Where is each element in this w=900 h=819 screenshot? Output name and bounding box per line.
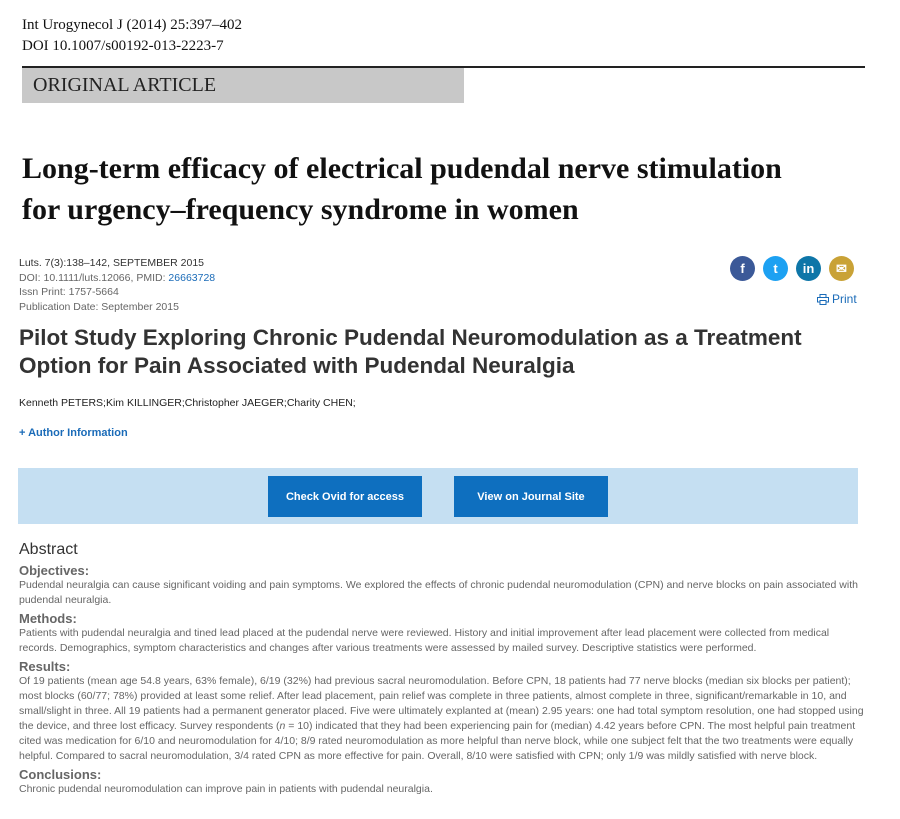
- journal-reference: [22, 15, 242, 57]
- conclusions-heading: Conclusions:: [19, 767, 102, 782]
- pdf-article-title: [22, 148, 882, 230]
- pmid-link[interactable]: 26663728: [168, 271, 216, 284]
- article-metadata: [19, 256, 215, 314]
- objectives-heading: Objectives:: [19, 563, 90, 578]
- results-text: [19, 674, 864, 764]
- printer-icon: [817, 294, 829, 305]
- twitter-icon[interactable]: t: [763, 256, 788, 281]
- title-line-1: Pilot Study Exploring Chronic Pudendal Neuromodulation as a Treatment: [19, 325, 802, 350]
- abstract-heading: Abstract: [19, 541, 78, 558]
- methods-text: Patients with pudendal neuralgia and tined lead placed at the pudendal nerve were reviewed. History and initial improvement after lead placement were collected from medical records. Demographics, symptom characteristics and changes after various treatments were assessed by mailed survey. Descriptive statistics were performed.: [19, 627, 830, 654]
- conclusions-text: Chronic pudendal neuromodulation can improve pain in patients with pudendal neuralgia.: [19, 783, 433, 795]
- email-icon[interactable]: ✉: [829, 256, 854, 281]
- doi-line: [19, 271, 215, 286]
- access-bar: [18, 468, 858, 524]
- author-information-toggle[interactable]: + Author Information: [19, 427, 128, 439]
- abstract-section: [19, 540, 864, 797]
- facebook-icon[interactable]: f: [730, 256, 755, 281]
- results-text-part-2: = 10) indicated that they had been experiencing pain for (median) 4.42 years before CPN. The most helpful pain treatment cited was medication for 6/10 and neuromodulation for 4/10; 8/9 rated neuromodulation as more helpful than nerve block, while one subject felt that the two treatments were equally helpful. Compared to sacral neuromodulation, 3/4 rated CPN as more effective for pain. Overall, 8/10 were satisfied with CPN; only 1/9 was mildly satisfied with nerve block.: [19, 720, 856, 762]
- objectives-text: Pudendal neuralgia can cause significant voiding and pain symptoms. We explored the effects of chronic pudendal neuromodulation (CPN) and nerve blocks on pain associated with pudendal neuralgia.: [19, 579, 858, 606]
- author-list: Kenneth PETERS;Kim KILLINGER;Christopher JAEGER;Charity CHEN;: [19, 397, 356, 409]
- print-link[interactable]: [817, 292, 857, 306]
- journal-site-button[interactable]: View on Journal Site: [454, 476, 608, 517]
- journal-doi: DOI 10.1007/s00192-013-2223-7: [22, 38, 224, 54]
- results-text-part-1: Of 19 patients (mean age 54.8 years, 63% female), 6/19 (32%) had previous sacral neuromodulation. Before CPN, 18 patients had 77 nerve blocks (median six blocks per patient); most blocks (60/77; 78%) provided at least some relief. After lead placement, pain relief was complete in three patients, almost complete in three, significant/remarkable in 10, and small/slight in three. All 19 patients had a permanent generator placed. Five were ultimately explanted at (mean) 2.95 years: one had total symptom resolution, one had stopped using the device, and three lost efficacy. Survey respondents (: [19, 675, 864, 732]
- doi-text: DOI: 10.1111/luts.12066, PMID:: [19, 271, 169, 284]
- check-ovid-button[interactable]: Check Ovid for access: [268, 476, 422, 517]
- publication-date: Publication Date: September 2015: [19, 300, 179, 313]
- citation-line: Luts. 7(3):138–142, SEPTEMBER 2015: [19, 257, 205, 269]
- results-n-symbol: n: [279, 720, 286, 732]
- results-heading: Results:: [19, 659, 71, 674]
- journal-citation: Int Urogynecol J (2014) 25:397–402: [22, 17, 242, 33]
- title-line-2: Option for Pain Associated with Pudendal Neuralgia: [19, 353, 575, 378]
- share-buttons: [730, 256, 854, 281]
- issn-line: Issn Print: 1757-5664: [19, 286, 119, 298]
- article-title: [19, 324, 879, 380]
- pdf-title-line-1: Long-term efficacy of electrical pudendal nerve stimulation: [22, 152, 782, 185]
- print-label: Print: [832, 292, 857, 306]
- methods-heading: Methods:: [19, 611, 77, 626]
- pdf-title-line-2: for urgency–frequency syndrome in women: [22, 193, 579, 226]
- linkedin-icon[interactable]: in: [796, 256, 821, 281]
- article-type-label: ORIGINAL ARTICLE: [22, 68, 464, 103]
